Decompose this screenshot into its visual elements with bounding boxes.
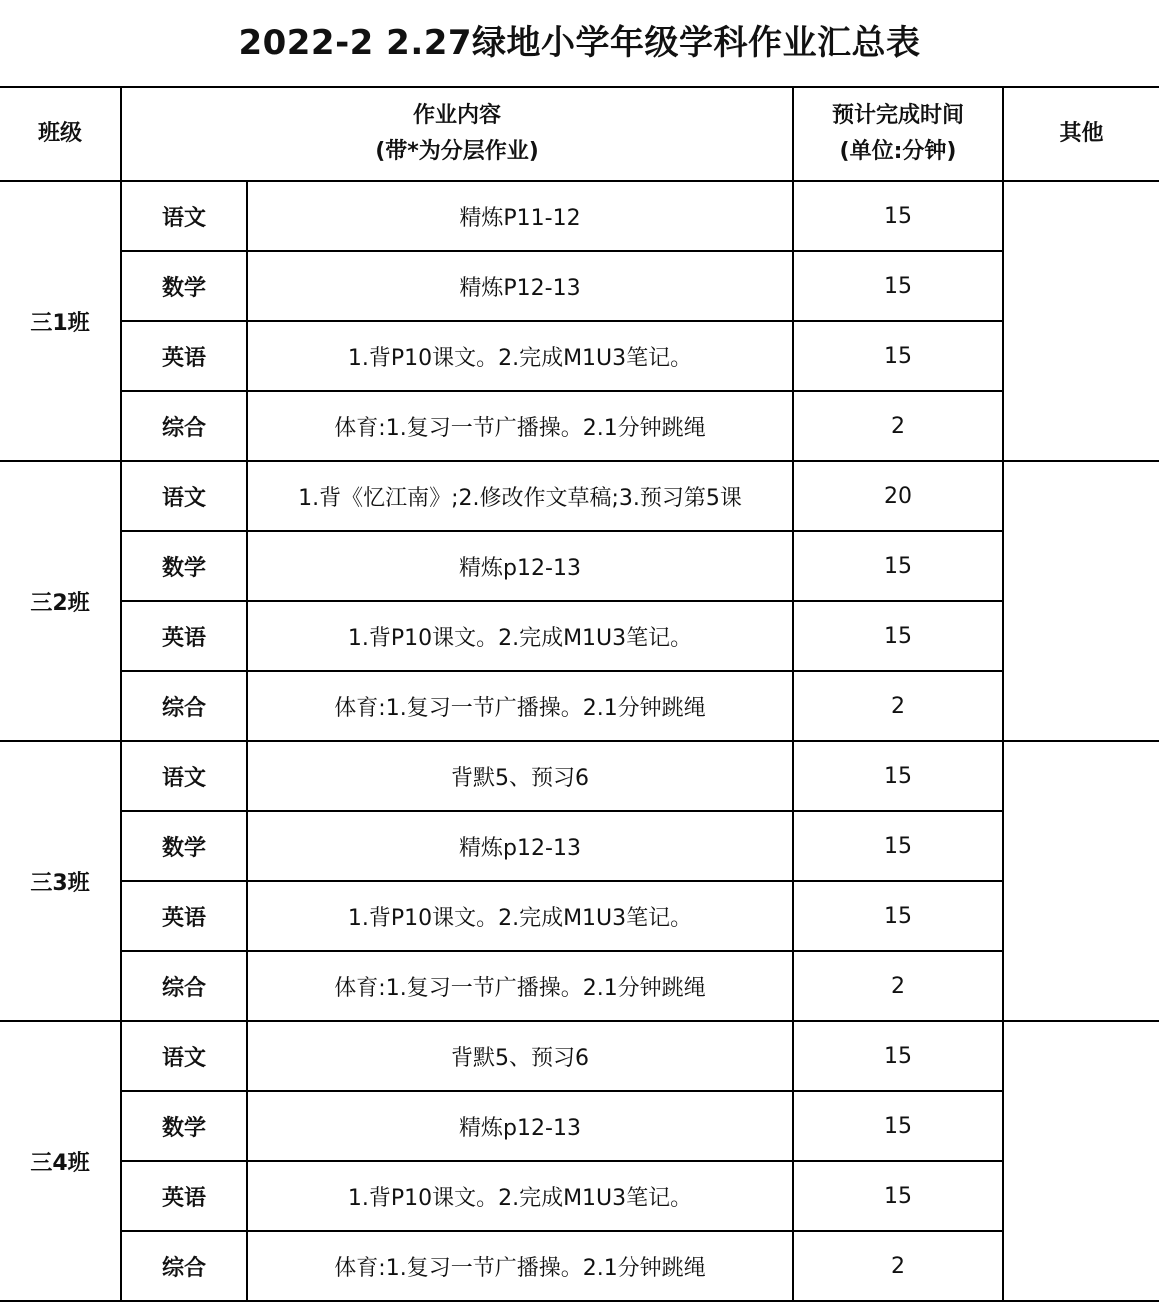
homework-content-cell [247, 601, 793, 671]
table-row [0, 461, 1159, 531]
homework-content-cell [247, 951, 793, 1021]
homework-content: 1.背P10课文。2.完成M1U3笔记。 [347, 345, 693, 371]
homework-content-cell [247, 881, 793, 951]
subject-label: 语文 [161, 485, 206, 511]
table-row [0, 1161, 1159, 1231]
estimated-minutes: 2 [891, 973, 905, 999]
table-row [0, 601, 1159, 671]
estimated-minutes: 2 [891, 693, 905, 719]
header-class-label: 班级 [37, 121, 82, 146]
estimated-minutes: 2 [891, 413, 905, 439]
estimated-minutes-cell [793, 671, 1003, 741]
table-row [0, 531, 1159, 601]
other-cell [1003, 1021, 1159, 1301]
subject-cell [121, 321, 247, 391]
estimated-minutes: 15 [884, 623, 912, 649]
header-other [1003, 87, 1159, 181]
subject-cell [121, 811, 247, 881]
subject-cell [121, 181, 247, 251]
estimated-minutes: 15 [884, 833, 912, 859]
homework-content-cell [247, 1231, 793, 1301]
table-row [0, 811, 1159, 881]
subject-cell [121, 951, 247, 1021]
subject-label: 英语 [161, 1185, 206, 1211]
header-time-unit: (单位:分钟) [839, 139, 957, 164]
estimated-minutes: 15 [884, 1043, 912, 1069]
estimated-minutes-cell [793, 1161, 1003, 1231]
page-title: 2022-2 2.27绿地小学年级学科作业汇总表 [238, 23, 921, 63]
class-name: 三1班 [30, 310, 90, 336]
estimated-minutes: 15 [884, 273, 912, 299]
estimated-minutes: 15 [884, 343, 912, 369]
homework-content: 1.背P10课文。2.完成M1U3笔记。 [347, 1185, 693, 1211]
subject-cell [121, 881, 247, 951]
subject-label: 语文 [161, 205, 206, 231]
subject-cell [121, 1231, 247, 1301]
subject-cell [121, 531, 247, 601]
header-content-label: 作业内容 [412, 103, 501, 128]
estimated-minutes-cell [793, 461, 1003, 531]
estimated-minutes-cell [793, 741, 1003, 811]
subject-label: 数学 [161, 835, 206, 861]
estimated-minutes: 2 [891, 1253, 905, 1279]
table-row [0, 391, 1159, 461]
subject-label: 语文 [161, 1045, 206, 1071]
homework-content-cell [247, 1161, 793, 1231]
homework-content: 体育:1.复习一节广播操。2.1分钟跳绳 [334, 415, 706, 441]
subject-cell [121, 741, 247, 811]
subject-cell [121, 601, 247, 671]
class-name-cell [0, 461, 121, 741]
estimated-minutes: 15 [884, 1113, 912, 1139]
header-row [0, 87, 1159, 181]
subject-label: 英语 [161, 625, 206, 651]
homework-content: 体育:1.复习一节广播操。2.1分钟跳绳 [334, 975, 706, 1001]
other-cell [1003, 461, 1159, 741]
homework-content: 精炼P12-13 [459, 275, 581, 301]
estimated-minutes-cell [793, 1091, 1003, 1161]
estimated-minutes: 15 [884, 903, 912, 929]
subject-cell [121, 461, 247, 531]
homework-content-cell [247, 531, 793, 601]
subject-cell [121, 1161, 247, 1231]
subject-cell [121, 251, 247, 321]
subject-label: 综合 [161, 415, 206, 441]
estimated-minutes: 15 [884, 553, 912, 579]
homework-content-cell [247, 671, 793, 741]
estimated-minutes-cell [793, 1231, 1003, 1301]
table-row [0, 951, 1159, 1021]
estimated-minutes-cell [793, 321, 1003, 391]
estimated-minutes-cell [793, 811, 1003, 881]
subject-cell [121, 391, 247, 461]
header-class [0, 87, 121, 181]
table-row [0, 251, 1159, 321]
other-cell [1003, 181, 1159, 461]
homework-content: 1.背《忆江南》;2.修改作文草稿;3.预习第5课 [298, 485, 742, 511]
subject-label: 数学 [161, 1115, 206, 1141]
subject-label: 英语 [161, 345, 206, 371]
homework-content-cell [247, 251, 793, 321]
homework-content: 精炼P11-12 [459, 205, 581, 231]
class-name-cell [0, 741, 121, 1021]
class-name: 三3班 [30, 870, 90, 896]
subject-cell [121, 671, 247, 741]
homework-content-cell [247, 1021, 793, 1091]
homework-content: 体育:1.复习一节广播操。2.1分钟跳绳 [334, 695, 706, 721]
homework-content-cell [247, 181, 793, 251]
table-body [0, 87, 1159, 1301]
homework-content-cell [247, 811, 793, 881]
table-row [0, 1231, 1159, 1301]
estimated-minutes-cell [793, 1021, 1003, 1091]
subject-label: 综合 [161, 975, 206, 1001]
estimated-minutes: 15 [884, 763, 912, 789]
estimated-minutes: 15 [884, 1183, 912, 1209]
homework-content-cell [247, 741, 793, 811]
homework-content: 精炼p12-13 [459, 555, 581, 581]
class-name-cell [0, 1021, 121, 1301]
homework-content-cell [247, 461, 793, 531]
estimated-minutes-cell [793, 251, 1003, 321]
estimated-minutes: 20 [884, 483, 912, 509]
subject-label: 英语 [161, 905, 206, 931]
header-content [121, 87, 793, 181]
homework-content: 1.背P10课文。2.完成M1U3笔记。 [347, 625, 693, 651]
homework-content-cell [247, 1091, 793, 1161]
homework-content: 背默5、预习6 [451, 1045, 589, 1071]
header-time-label: 预计完成时间 [831, 103, 964, 128]
other-cell [1003, 741, 1159, 1021]
class-name-cell [0, 181, 121, 461]
homework-content: 精炼p12-13 [459, 1115, 581, 1141]
estimated-minutes-cell [793, 881, 1003, 951]
subject-label: 综合 [161, 1255, 206, 1281]
homework-content: 1.背P10课文。2.完成M1U3笔记。 [347, 905, 693, 931]
table-row [0, 741, 1159, 811]
estimated-minutes: 15 [884, 203, 912, 229]
class-name: 三2班 [30, 590, 90, 616]
header-content-note: (带*为分层作业) [375, 139, 539, 164]
homework-summary-table [0, 86, 1159, 1302]
subject-label: 数学 [161, 275, 206, 301]
estimated-minutes-cell [793, 601, 1003, 671]
subject-cell [121, 1091, 247, 1161]
table-row [0, 671, 1159, 741]
homework-content-cell [247, 391, 793, 461]
estimated-minutes-cell [793, 391, 1003, 461]
header-time [793, 87, 1003, 181]
homework-content-cell [247, 321, 793, 391]
header-other-label: 其他 [1059, 121, 1104, 146]
homework-content: 体育:1.复习一节广播操。2.1分钟跳绳 [334, 1255, 706, 1281]
homework-content: 背默5、预习6 [451, 765, 589, 791]
table-row [0, 881, 1159, 951]
table-row [0, 1021, 1159, 1091]
table-row [0, 321, 1159, 391]
table-row [0, 1091, 1159, 1161]
subject-label: 综合 [161, 695, 206, 721]
class-name: 三4班 [30, 1150, 90, 1176]
subject-label: 数学 [161, 555, 206, 581]
subject-label: 语文 [161, 765, 206, 791]
estimated-minutes-cell [793, 181, 1003, 251]
estimated-minutes-cell [793, 531, 1003, 601]
estimated-minutes-cell [793, 951, 1003, 1021]
table-row [0, 181, 1159, 251]
homework-content: 精炼p12-13 [459, 835, 581, 861]
subject-cell [121, 1021, 247, 1091]
